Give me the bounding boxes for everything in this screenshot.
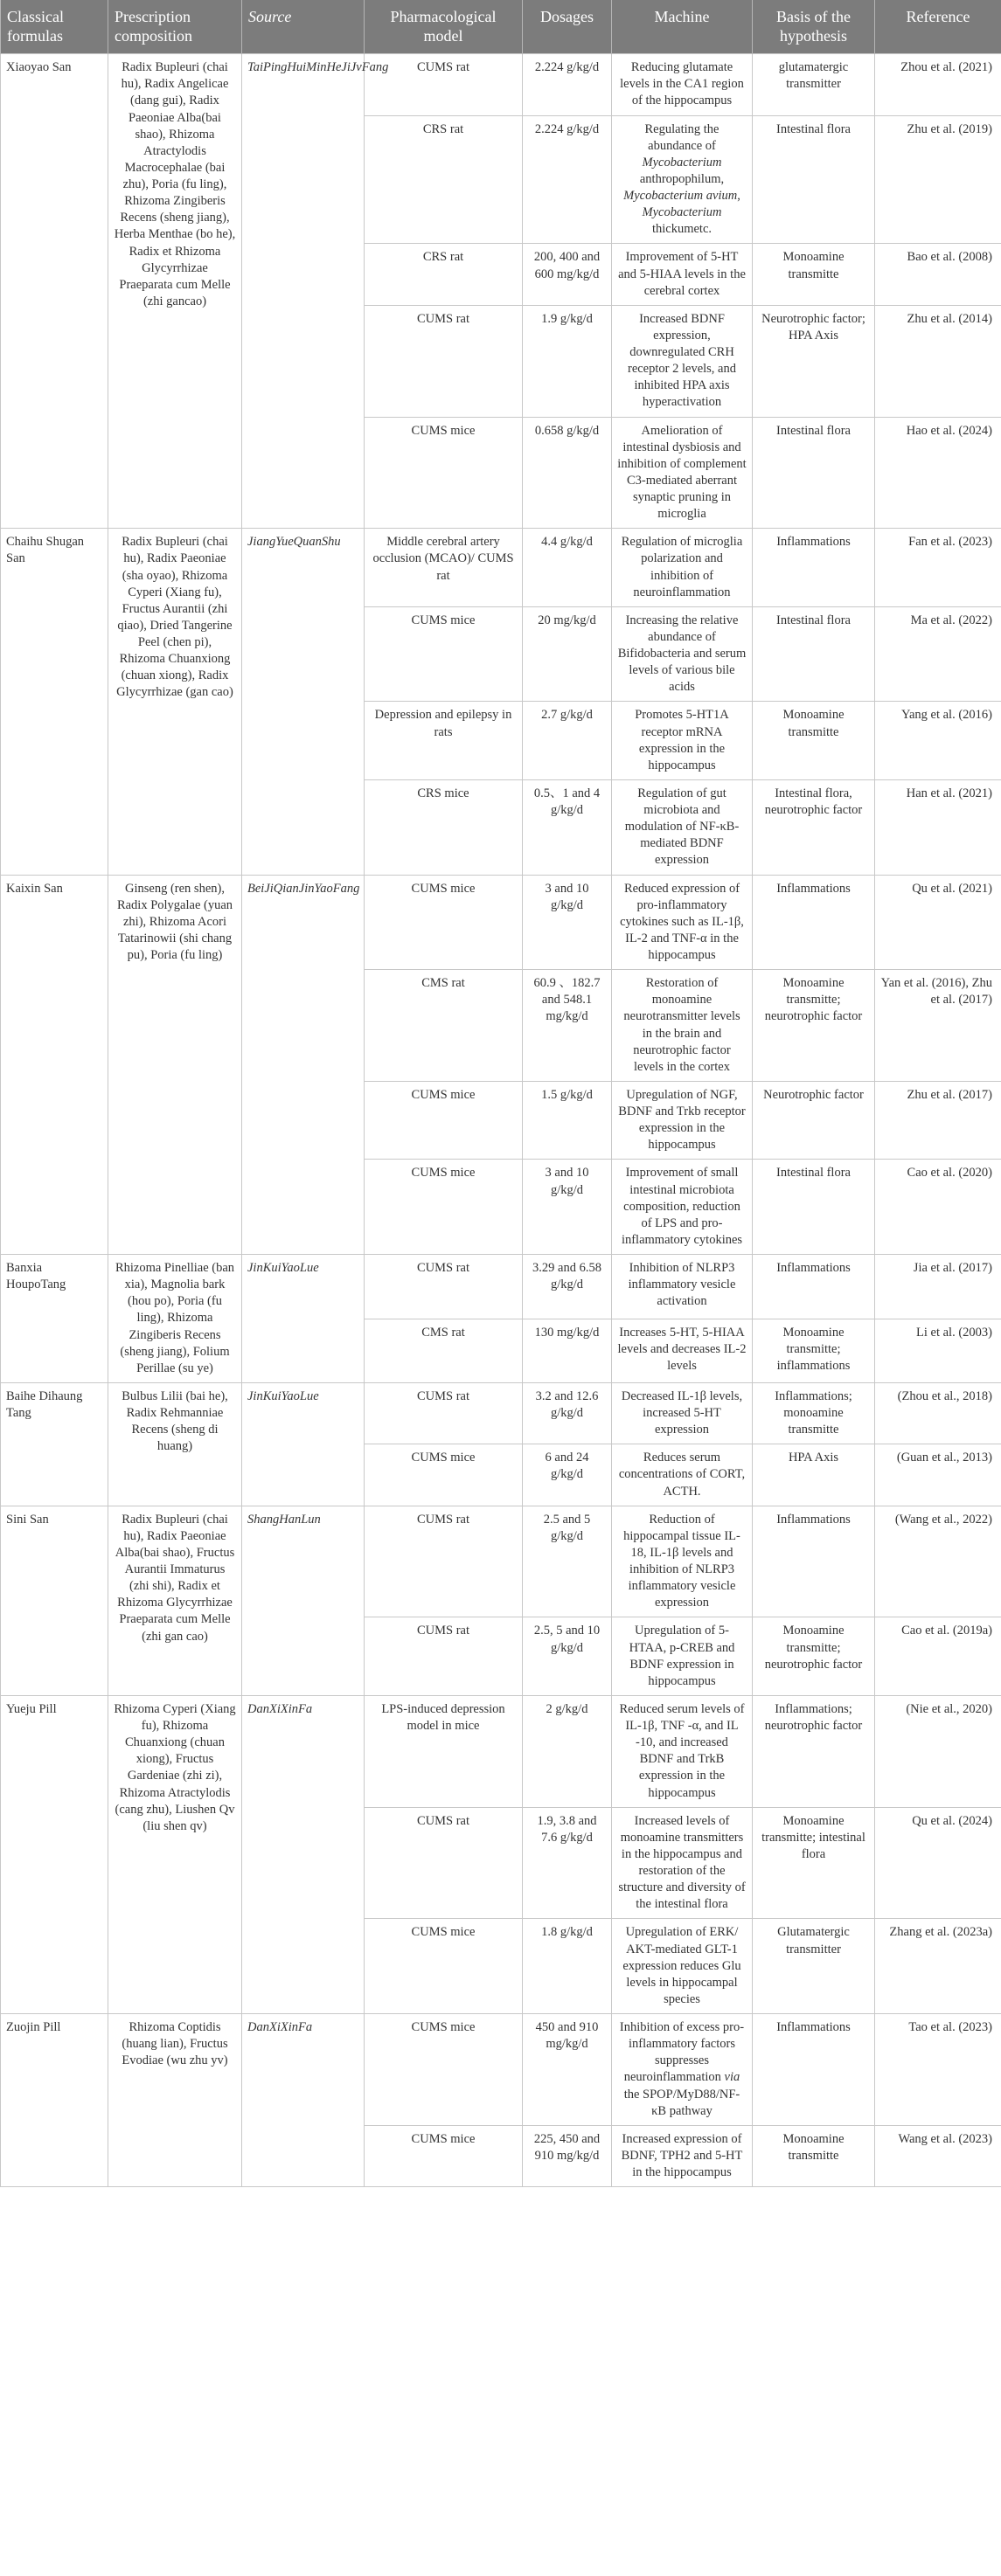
pharmacological-model-cell: CUMS mice xyxy=(365,1160,523,1255)
mechanism-text: anthropophilum, xyxy=(639,171,725,186)
mechanism-cell: Increased BDNF expression, downregulated CRH receptor 2 levels, and inhibited HPA axis hyperactivation xyxy=(612,305,753,417)
prescription-composition-cell: Radix Bupleuri (chai hu), Radix Paeoniae Alba(bai shao), Fructus Aurantii Immaturus (zhi shi), Radix et Rhizoma Glycyrrhizae Praeparata cum Melle (zhi gan cao) xyxy=(108,1506,242,1695)
header-dosages: Dosages xyxy=(523,0,612,54)
pharmacological-model-cell: CUMS mice xyxy=(365,606,523,702)
dosage-cell: 2.5, 5 and 10 g/kg/d xyxy=(523,1617,612,1696)
mechanism-text: , xyxy=(737,189,740,204)
dosage-cell: 1.8 g/kg/d xyxy=(523,1919,612,2014)
hypothesis-basis-cell: Intestinal flora xyxy=(753,606,875,702)
mechanism-cell: Increased levels of monoamine transmitters in the hippocampus and restoration of the structure and diversity of the intestinal flora xyxy=(612,1807,753,1919)
pharmacological-model-cell: CUMS mice xyxy=(365,875,523,970)
hypothesis-basis-cell: Intestinal flora xyxy=(753,1160,875,1255)
source-cell: JiangYueQuanShu xyxy=(242,529,365,875)
reference-cell: (Zhou et al., 2018) xyxy=(875,1382,1001,1444)
pharmacological-model-cell: CUMS rat xyxy=(365,305,523,417)
pharmacological-model-cell: CRS rat xyxy=(365,244,523,305)
reference-cell: Yang et al. (2016) xyxy=(875,702,1001,780)
reference-cell: Zhu et al. (2014) xyxy=(875,305,1001,417)
formula-name-cell: Xiaoyao San xyxy=(1,54,108,529)
table-header xyxy=(1,0,1001,54)
prescription-composition-cell: Rhizoma Pinelliae (ban xia), Magnolia bark (hou po), Poria (fu ling), Rhizoma Zingiberis Recens (sheng jiang), Folium Perillae (su ye) xyxy=(108,1255,242,1383)
reference-cell: Zhu et al. (2017) xyxy=(875,1081,1001,1160)
table-row xyxy=(1,1255,1001,1319)
header-source: Source xyxy=(242,0,365,54)
dosage-cell: 3.29 and 6.58 g/kg/d xyxy=(523,1255,612,1319)
reference-cell: Qu et al. (2024) xyxy=(875,1807,1001,1919)
hypothesis-basis-cell: Monoamine transmitte xyxy=(753,244,875,305)
reference-cell: (Wang et al., 2022) xyxy=(875,1506,1001,1617)
dosage-cell: 2 g/kg/d xyxy=(523,1695,612,1807)
mechanism-cell: Reducing glutamate levels in the CA1 region of the hippocampus xyxy=(612,54,753,115)
pharmacological-model-cell: CRS mice xyxy=(365,779,523,875)
hypothesis-basis-cell: Inflammations xyxy=(753,1255,875,1319)
mechanism-cell: Inhibition of NLRP3 inflammatory vesicle activation xyxy=(612,1255,753,1319)
mechanism-cell: Increases 5-HT, 5-HIAA levels and decreases IL-2 levels xyxy=(612,1319,753,1382)
header-basis-of-hypothesis: Basis of the hypothesis xyxy=(753,0,875,54)
formula-name-cell: Sini San xyxy=(1,1506,108,1695)
mechanism-text: Inhibition of excess pro-inflammatory factors suppresses neuroinflammation xyxy=(619,2020,745,2085)
prescription-composition-cell: Bulbus Lilii (bai he), Radix Rehmanniae Recens (sheng di huang) xyxy=(108,1382,242,1506)
hypothesis-basis-cell: Monoamine transmitte; neurotrophic factor xyxy=(753,1617,875,1696)
pharmacological-model-cell: Middle cerebral artery occlusion (MCAO)/ CUMS rat xyxy=(365,529,523,607)
mechanism-cell: Decreased IL-1β levels, increased 5-HT expression xyxy=(612,1382,753,1444)
hypothesis-basis-cell: HPA Axis xyxy=(753,1444,875,1506)
reference-cell: Ma et al. (2022) xyxy=(875,606,1001,702)
formula-name-cell: Kaixin San xyxy=(1,875,108,1255)
table-body xyxy=(1,54,1001,2187)
pharmacological-model-cell: CUMS rat xyxy=(365,1506,523,1617)
hypothesis-basis-cell: Monoamine transmitte; intestinal flora xyxy=(753,1807,875,1919)
mechanism-cell: Regulation of gut microbiota and modulation of NF-κB-mediated BDNF expression xyxy=(612,779,753,875)
hypothesis-basis-cell: Inflammations; monoamine transmitte xyxy=(753,1382,875,1444)
pharmacological-model-cell: CUMS rat xyxy=(365,1255,523,1319)
header-classical-formulas: Classical formulas xyxy=(1,0,108,54)
reference-cell: Wang et al. (2023) xyxy=(875,2125,1001,2186)
italic-term: Mycobacterium xyxy=(642,155,722,170)
mechanism-cell: Increasing the relative abundance of Bifidobacteria and serum levels of various bile acids xyxy=(612,606,753,702)
dosage-cell: 20 mg/kg/d xyxy=(523,606,612,702)
hypothesis-basis-cell: Monoamine transmitte xyxy=(753,702,875,780)
dosage-cell: 200, 400 and 600 mg/kg/d xyxy=(523,244,612,305)
header-row xyxy=(1,0,1001,54)
reference-cell: Fan et al. (2023) xyxy=(875,529,1001,607)
reference-cell: Zhu et al. (2019) xyxy=(875,115,1001,244)
dosage-cell: 2.7 g/kg/d xyxy=(523,702,612,780)
mechanism-cell xyxy=(612,115,753,244)
mechanism-cell: Restoration of monoamine neurotransmitter levels in the brain and neurotrophic factor levels in the cortex xyxy=(612,970,753,1082)
reference-cell: Bao et al. (2008) xyxy=(875,244,1001,305)
mechanism-cell: Improvement of small intestinal microbiota composition, reduction of LPS and pro-inflammatory cytokines xyxy=(612,1160,753,1255)
mechanism-cell: Reduced expression of pro-inflammatory cytokines such as IL-1β, IL-2 and TNF-α in the hippocampus xyxy=(612,875,753,970)
reference-cell: Zhou et al. (2021) xyxy=(875,54,1001,115)
formula-name-cell: Baihe Dihaung Tang xyxy=(1,1382,108,1506)
mechanism-cell: Upregulation of 5-HTAA, p-CREB and BDNF expression in hippocampus xyxy=(612,1617,753,1696)
hypothesis-basis-cell: Intestinal flora xyxy=(753,115,875,244)
formula-name-cell: Yueju Pill xyxy=(1,1695,108,2013)
reference-cell: Li et al. (2003) xyxy=(875,1319,1001,1382)
hypothesis-basis-cell: Inflammations; neurotrophic factor xyxy=(753,1695,875,1807)
mechanism-text: Regulating the abundance of xyxy=(644,121,719,153)
dosage-cell: 6 and 24 g/kg/d xyxy=(523,1444,612,1506)
table-row xyxy=(1,1382,1001,1444)
hypothesis-basis-cell: Monoamine transmitte; inflammations xyxy=(753,1319,875,1382)
source-cell: ShangHanLun xyxy=(242,1506,365,1695)
table-row xyxy=(1,54,1001,115)
prescription-composition-cell: Ginseng (ren shen), Radix Polygalae (yuan zhi), Rhizoma Acori Tatarinowii (shi chang pu), Poria (fu ling) xyxy=(108,875,242,1255)
reference-cell: Qu et al. (2021) xyxy=(875,875,1001,970)
mechanism-text: thickumetc. xyxy=(651,222,713,237)
reference-cell: Han et al. (2021) xyxy=(875,779,1001,875)
dosage-cell: 3 and 10 g/kg/d xyxy=(523,875,612,970)
table-row xyxy=(1,1506,1001,1617)
pharmacological-model-cell: CUMS rat xyxy=(365,1617,523,1696)
source-cell: TaiPingHuiMinHeJiJvFang xyxy=(242,54,365,529)
reference-cell: (Guan et al., 2013) xyxy=(875,1444,1001,1506)
hypothesis-basis-cell: Intestinal flora xyxy=(753,417,875,529)
dosage-cell: 0.5、1 and 4 g/kg/d xyxy=(523,779,612,875)
reference-cell: Hao et al. (2024) xyxy=(875,417,1001,529)
source-cell: BeiJiQianJinYaoFang xyxy=(242,875,365,1255)
hypothesis-basis-cell: Inflammations xyxy=(753,1506,875,1617)
hypothesis-basis-cell: Inflammations xyxy=(753,875,875,970)
dosage-cell: 2.224 g/kg/d xyxy=(523,115,612,244)
mechanism-cell: Amelioration of intestinal dysbiosis and inhibition of complement C3-mediated aberrant synaptic pruning in microglia xyxy=(612,417,753,529)
pharmacological-model-cell: CUMS mice xyxy=(365,2125,523,2186)
mechanism-cell xyxy=(612,2014,753,2126)
mechanism-cell: Reduced serum levels of IL-1β, TNF -α, and IL -10, and increased BDNF and TrkB expression in the hippocampus xyxy=(612,1695,753,1807)
dosage-cell: 1.9 g/kg/d xyxy=(523,305,612,417)
pharmacological-model-cell: CUMS mice xyxy=(365,1444,523,1506)
mechanism-cell: Improvement of 5-HT and 5-HIAA levels in the cerebral cortex xyxy=(612,244,753,305)
italic-term: Mycobacterium xyxy=(642,205,722,220)
dosage-cell: 4.4 g/kg/d xyxy=(523,529,612,607)
hypothesis-basis-cell: Monoamine transmitte; neurotrophic factor xyxy=(753,970,875,1082)
pharmacological-model-cell: CRS rat xyxy=(365,115,523,244)
pharmacological-model-cell: CMS rat xyxy=(365,1319,523,1382)
hypothesis-basis-cell: Monoamine transmitte xyxy=(753,2125,875,2186)
header-machine: Machine xyxy=(612,0,753,54)
formula-name-cell: Zuojin Pill xyxy=(1,2014,108,2187)
prescription-composition-cell: Radix Bupleuri (chai hu), Radix Angelicae (dang gui), Radix Paeoniae Alba(bai shao), Rhizoma Atractylodis Macrocephalae (bai zhu), Poria (fu ling), Rhizoma Zingiberis Recens (sheng jiang), Herba Menthae (bo he), Radix et Rhizoma Glycyrrhizae Praeparata cum Melle (zhi gancao) xyxy=(108,54,242,529)
pharmacological-model-cell: CUMS rat xyxy=(365,54,523,115)
dosage-cell: 1.9, 3.8 and 7.6 g/kg/d xyxy=(523,1807,612,1919)
reference-cell: (Nie et al., 2020) xyxy=(875,1695,1001,1807)
prescription-composition-cell: Radix Bupleuri (chai hu), Radix Paeoniae (sha oyao), Rhizoma Cyperi (Xiang fu), Fructus Aurantii (zhi qiao), Dried Tangerine Peel (chen pi), Rhizoma Chuanxiong (chuan xiong), Radix Glycyrrhizae (gan cao) xyxy=(108,529,242,875)
dosage-cell: 2.224 g/kg/d xyxy=(523,54,612,115)
reference-cell: Yan et al. (2016), Zhu et al. (2017) xyxy=(875,970,1001,1082)
source-cell: JinKuiYaoLue xyxy=(242,1255,365,1383)
reference-cell: Cao et al. (2020) xyxy=(875,1160,1001,1255)
mechanism-cell: Promotes 5-HT1A receptor mRNA expression in the hippocampus xyxy=(612,702,753,780)
hypothesis-basis-cell: glutamatergic transmitter xyxy=(753,54,875,115)
pharmacological-model-cell: CUMS mice xyxy=(365,1919,523,2014)
dosage-cell: 0.658 g/kg/d xyxy=(523,417,612,529)
mechanism-cell: Upregulation of ERK/ AKT-mediated GLT-1 expression reduces Glu levels in hippocampal species xyxy=(612,1919,753,2014)
dosage-cell: 60.9 、182.7 and 548.1 mg/kg/d xyxy=(523,970,612,1082)
italic-term: Mycobacterium avium xyxy=(623,189,738,204)
mechanism-cell: Regulation of microglia polarization and inhibition of neuroinflammation xyxy=(612,529,753,607)
mechanism-cell: Increased expression of BDNF, TPH2 and 5-HT in the hippocampus xyxy=(612,2125,753,2186)
mechanism-cell: Reduction of hippocampal tissue IL-18, IL-1β levels and inhibition of NLRP3 inflammatory vesicle expression xyxy=(612,1506,753,1617)
source-cell: DanXiXinFa xyxy=(242,2014,365,2187)
dosage-cell: 130 mg/kg/d xyxy=(523,1319,612,1382)
dosage-cell: 3.2 and 12.6 g/kg/d xyxy=(523,1382,612,1444)
dosage-cell: 2.5 and 5 g/kg/d xyxy=(523,1506,612,1617)
header-prescription-composition: Prescription composition xyxy=(108,0,242,54)
pharmacological-model-cell: CUMS mice xyxy=(365,1081,523,1160)
source-cell: JinKuiYaoLue xyxy=(242,1382,365,1506)
table-row xyxy=(1,529,1001,607)
source-cell: DanXiXinFa xyxy=(242,1695,365,2013)
table-row xyxy=(1,1695,1001,1807)
dosage-cell: 3 and 10 g/kg/d xyxy=(523,1160,612,1255)
pharmacological-model-cell: CUMS rat xyxy=(365,1807,523,1919)
italic-term: via xyxy=(724,2070,740,2085)
pharmacological-model-cell: CUMS rat xyxy=(365,1382,523,1444)
dosage-cell: 225, 450 and 910 mg/kg/d xyxy=(523,2125,612,2186)
reference-cell: Cao et al. (2019a) xyxy=(875,1617,1001,1696)
pharmacological-model-cell: CUMS mice xyxy=(365,2014,523,2126)
reference-cell: Jia et al. (2017) xyxy=(875,1255,1001,1319)
hypothesis-basis-cell: Inflammations xyxy=(753,529,875,607)
pharmacological-model-cell: LPS-induced depression model in mice xyxy=(365,1695,523,1807)
mechanism-text: the SPOP/MyD88/NF-κB pathway xyxy=(623,2087,740,2118)
header-reference: Reference xyxy=(875,0,1001,54)
reference-cell: Tao et al. (2023) xyxy=(875,2014,1001,2126)
formula-name-cell: Banxia HoupoTang xyxy=(1,1255,108,1383)
prescription-composition-cell: Rhizoma Coptidis (huang lian), Fructus Evodiae (wu zhu yv) xyxy=(108,2014,242,2187)
hypothesis-basis-cell: Neurotrophic factor; HPA Axis xyxy=(753,305,875,417)
pharmacological-model-cell: Depression and epilepsy in rats xyxy=(365,702,523,780)
table-row xyxy=(1,2014,1001,2126)
prescription-composition-cell: Rhizoma Cyperi (Xiang fu), Rhizoma Chuanxiong (chuan xiong), Fructus Gardeniae (zhi zi), Rhizoma Atractylodis (cang zhu), Liushen Qv (liu shen qv) xyxy=(108,1695,242,2013)
dosage-cell: 450 and 910 mg/kg/d xyxy=(523,2014,612,2126)
hypothesis-basis-cell: Neurotrophic factor xyxy=(753,1081,875,1160)
formula-name-cell: Chaihu Shugan San xyxy=(1,529,108,875)
reference-cell: Zhang et al. (2023a) xyxy=(875,1919,1001,2014)
dosage-cell: 1.5 g/kg/d xyxy=(523,1081,612,1160)
mechanism-cell: Upregulation of NGF, BDNF and Trkb receptor expression in the hippocampus xyxy=(612,1081,753,1160)
pharmacological-model-cell: CUMS mice xyxy=(365,417,523,529)
hypothesis-basis-cell: Glutamatergic transmitter xyxy=(753,1919,875,2014)
pharmacological-model-cell: CMS rat xyxy=(365,970,523,1082)
mechanism-cell: Reduces serum concentrations of CORT, ACTH. xyxy=(612,1444,753,1506)
hypothesis-basis-cell: Intestinal flora, neurotrophic factor xyxy=(753,779,875,875)
table-row xyxy=(1,875,1001,970)
header-pharmacological-model: Pharmacological model xyxy=(365,0,523,54)
hypothesis-basis-cell: Inflammations xyxy=(753,2014,875,2126)
